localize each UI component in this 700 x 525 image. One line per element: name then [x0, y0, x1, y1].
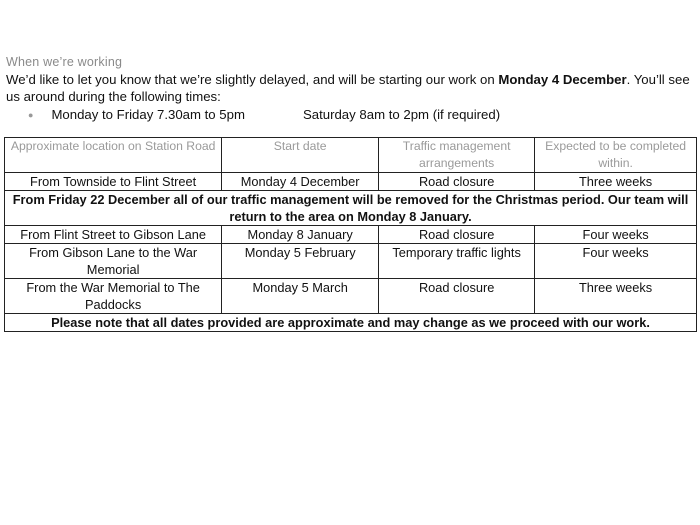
- header-traffic-management: Traffic management arrangements: [379, 138, 535, 173]
- christmas-note-row: [5, 191, 697, 226]
- row2-duration: Four weeks: [535, 226, 697, 244]
- table-row: [5, 173, 697, 191]
- table-header-row: [5, 138, 697, 173]
- bullet-icon: ●: [28, 109, 34, 120]
- row1-location: From Townside to Flint Street: [5, 173, 222, 191]
- row1-start-date: Monday 4 December: [222, 173, 379, 191]
- weekday-hours: Monday to Friday 7.30am to 5pm: [51, 107, 245, 122]
- saturday-hours: Saturday 8am to 2pm (if required): [302, 107, 501, 122]
- row2-traffic: Road closure: [379, 226, 535, 244]
- intro-start-date: Monday 4 December: [498, 72, 627, 87]
- row3-start-date: Monday 5 February: [222, 244, 379, 279]
- row4-traffic: Road closure: [379, 279, 535, 314]
- intro-paragraph: [6, 71, 698, 105]
- christmas-note: From Friday 22 December all of our traffic management will be removed for the Christmas period. Our team will return to the area on Monday 8 January.: [5, 191, 697, 226]
- row4-location: From the War Memorial to The Paddocks: [5, 279, 222, 314]
- row4-start-date: Monday 5 March: [222, 279, 379, 314]
- row3-duration: Four weeks: [535, 244, 697, 279]
- schedule-table: [4, 137, 697, 332]
- row3-traffic: Temporary traffic lights: [379, 244, 535, 279]
- row1-duration: Three weeks: [535, 173, 697, 191]
- footer-note: Please note that all dates provided are approximate and may change as we proceed with our work.: [5, 314, 697, 332]
- intro-text-end: . You’ll see us around during the following times:: [6, 72, 690, 104]
- table-row: [5, 226, 697, 244]
- footer-note-row: [5, 314, 697, 332]
- row2-start-date: Monday 8 January: [222, 226, 379, 244]
- table-row: [5, 279, 697, 314]
- header-completion: Expected to be completed within.: [535, 138, 697, 173]
- intro-text-start: We’d like to let you know that we’re slightly delayed, and will be starting our work on: [6, 72, 499, 87]
- section-heading: When we’re working: [6, 55, 123, 69]
- row3-location: From Gibson Lane to the War Memorial: [5, 244, 222, 279]
- header-start-date: Start date: [222, 138, 379, 173]
- table-row: [5, 244, 697, 279]
- row1-traffic: Road closure: [379, 173, 535, 191]
- header-location: Approximate location on Station Road: [5, 138, 222, 173]
- working-times: [28, 107, 500, 122]
- row2-location: From Flint Street to Gibson Lane: [5, 226, 222, 244]
- row4-duration: Three weeks: [535, 279, 697, 314]
